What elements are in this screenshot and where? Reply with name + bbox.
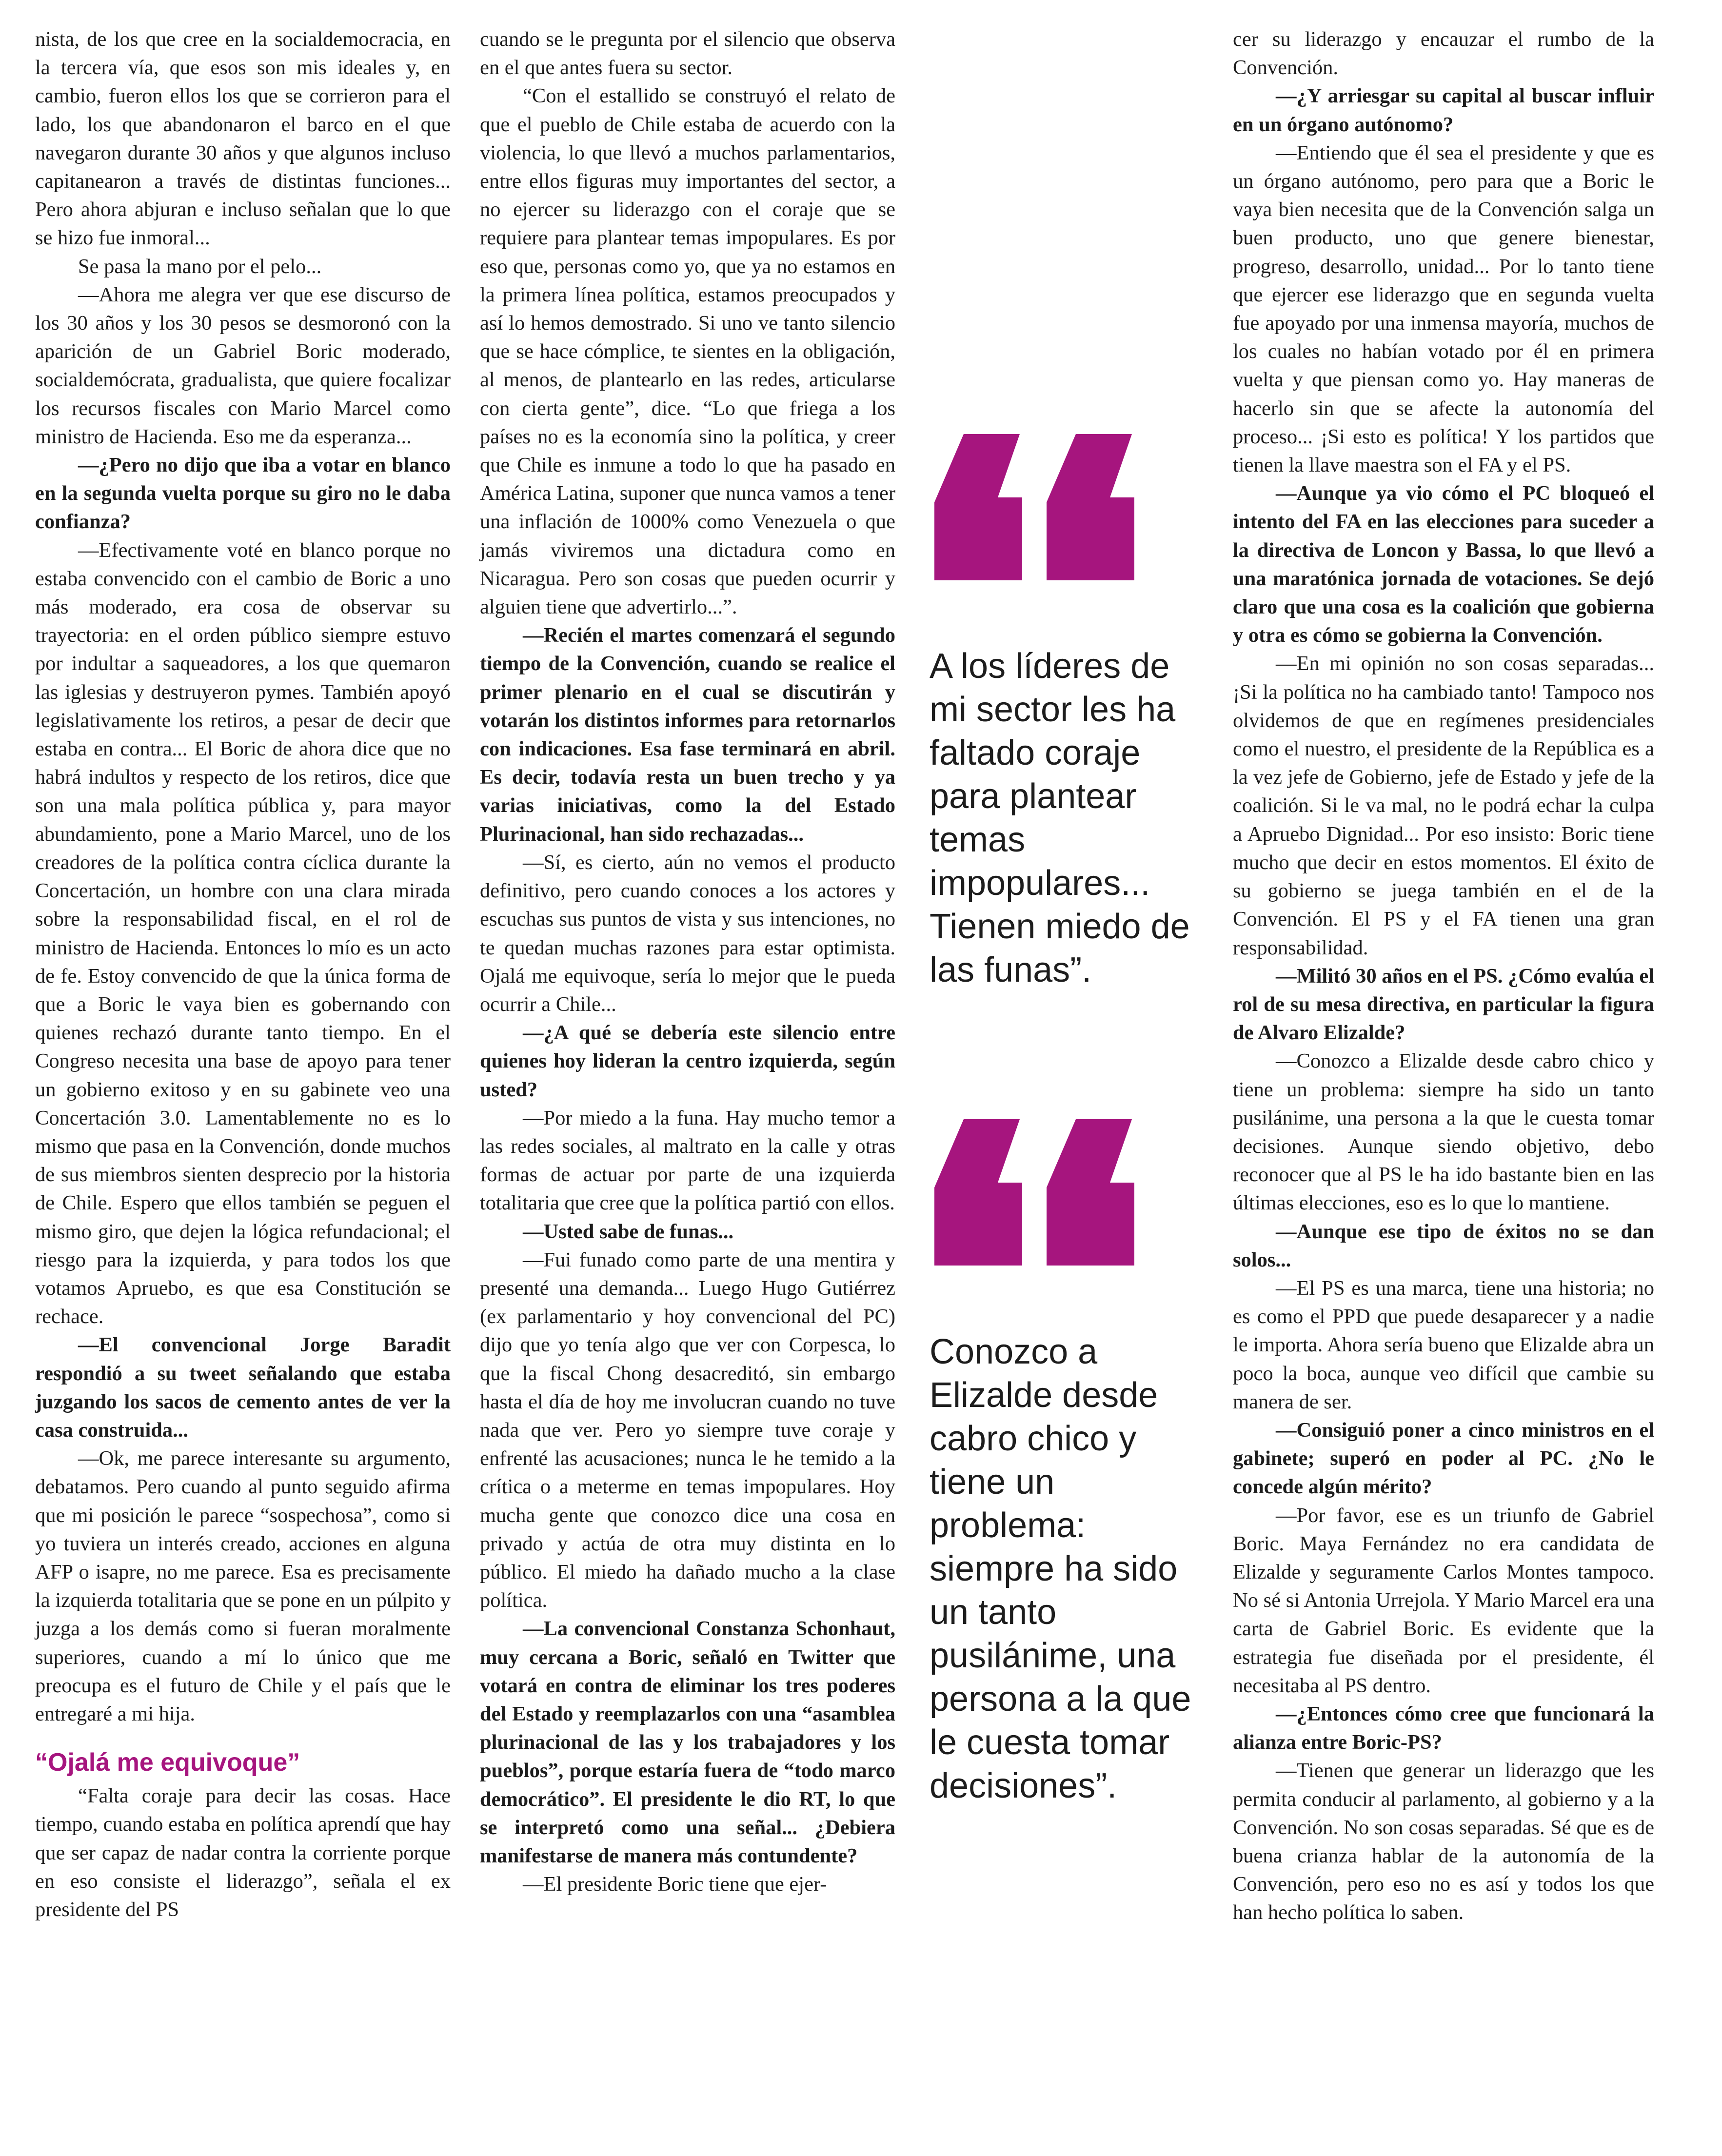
- interview-question: —Aunque ya vio cómo el PC bloqueó el intento del FA en las elecciones para suceder a la directiva de Loncon y Bassa, lo que llevó a una maratónica jornada de votaciones. Se dejó claro que una cosa es la coalición que gobierna y otra es cómo se gobierna la Convención.: [1233, 482, 1654, 647]
- interview-question: —¿Entonces cómo cree que funcionará la alianza entre Boric-PS?: [1233, 1702, 1654, 1754]
- quote-mark-icon: [930, 1119, 1134, 1266]
- pull-quote-2: Conozco a Elizalde desde cabro chico y tiene un problema: siempre ha sido un tanto pusilánime, una persona a la que le cuesta tomar decisiones”.: [930, 1332, 1191, 1805]
- interview-question: —Consiguió poner a cinco ministros en el gabinete; superó en poder al PC. ¿No le concede algún mérito?: [1233, 1418, 1654, 1499]
- body-paragraph: “Falta coraje para decir las cosas. Hace tiempo, cuando estaba en política aprendí que hay que ser capaz de nadar contra la corriente porque en eso consiste el liderazgo”, señala el ex presidente del PS: [35, 1784, 451, 1921]
- body-paragraph: —Ok, me parece interesante su argumento, debatamos. Pero cuando al punto seguido afirma que mi posición le parece “sospechosa”, como si yo tuviera un interés creado, acciones en alguna AFP o isapre, no me parece. Esa es precisamente la izquierda totalitaria que se pone en un púlpito y juzga a los demás como si fueran moralmente superiores, cuando a mí lo único que me preocupa es el futuro de Chile y el país que le entregaré a mi hija.: [35, 1447, 451, 1725]
- body-paragraph: —Efectivamente voté en blanco porque no estaba convencido con el cambio de Boric a uno más moderado, era cosa de observar su trayectoria: en el orden público siempre estuvo por indultar a saqueadores, a los que quemaron las iglesias y destruyeron pymes. También apoyó legislativamente los retiros, a pesar de decir que estaba en contra... El Boric de ahora dice que no habrá indultos y respecto de los retiros, dice que son una mala política pública y, para mayor abundamiento, pone a Mario Marcel, uno de los creadores de la política contra cíclica durante la Concertación, un hombre con una clara mirada sobre la responsabilidad fiscal, en el rol de ministro de Hacienda. Entonces lo mío es un acto de fe. Estoy convencido de que la única forma de que a Boric le vaya bien es gobernando con quienes rechazó durante tanto tiempo. En el Congreso necesita una base de apoyo para tener un gobierno exitoso y en su gabinete veo una Concertación 3.0. Lamentablemente no es lo mismo que pasa en la Convención, donde muchos de sus miembros sienten desprecio por la historia de Chile. Espero que ellos también se peguen el mismo giro, que dejen la lógica refundacional; el riesgo para la izquierda, y para todos los que votamos Apruebo, es que esa Constitución se rechace.: [35, 538, 451, 1328]
- interview-question: —¿Pero no dijo que iba a votar en blanco en la segunda vuelta porque su giro no le daba confianza?: [35, 454, 451, 534]
- article-column-1: [35, 25, 451, 1924]
- interview-question: —¿A qué se debería este silencio entre quienes hoy lideran la centro izquierda, según usted?: [480, 1021, 895, 1101]
- body-paragraph: —Ahora me alegra ver que ese discurso de los 30 años y los 30 pesos se desmoronó con la aparición de un Gabriel Boric moderado, socialdemócrata, gradualista, que quiere focalizar los recursos fiscales con Mario Marcel como ministro de Hacienda. Eso me da esperanza...: [35, 283, 451, 448]
- interview-question: —¿Y arriesgar su capital al buscar influir en un órgano autónomo?: [1233, 84, 1654, 136]
- body-paragraph: “Con el estallido se construyó el relato de que el pueblo de Chile estaba de acuerdo con la violencia, lo que llevó a muchos parlamentarios, entre ellos figuras muy importantes del sector, a no ejercer su liderazgo con el coraje que se requiere para plantear temas impopulares. Es por eso que, personas como yo, que ya no estamos en la primera línea política, estamos preocupados y así lo hemos demostrado. Si uno ve tanto silencio que se hace cómplice, te sientes en la obligación, al menos, de plantearlo en las redes, articularse con cierta gente”, dice. “Lo que friega a los países no es la economía sino la política, y creer que Chile es inmune a todo lo que ha pasado en América Latina, suponer que nunca vamos a tener una inflación de 1000% como Venezuela o que jamás viviremos una dictadura como en Nicaragua. Pero son cosas que pueden ocurrir y alguien tiene que advertirlo...”.: [480, 84, 896, 619]
- body-paragraph: —Tienen que generar un liderazgo que les permita conducir al parlamento, al gobierno y a la Convención. No son cosas separadas. Sé que es de buena crianza hablar de la autonomía de la Convención, pero eso no es así y todos los que han hecho política lo saben.: [1233, 1759, 1654, 1924]
- body-paragraph: Se pasa la mano por el pelo...: [78, 255, 322, 278]
- body-paragraph: cer su liderazgo y encauzar el rumbo de la Convención.: [1233, 28, 1654, 79]
- quote-mark-icon: [930, 434, 1134, 580]
- section-subheading: “Ojalá me equivoque”: [35, 1748, 300, 1777]
- body-paragraph: —El PS es una marca, tiene una historia; no es como el PPD que puede desaparecer y a nadie le importa. Ahora sería bueno que Elizalde abra un poco la boca, aunque veo difícil que cambie su manera de ser.: [1233, 1276, 1654, 1413]
- body-paragraph: —El presidente Boric tiene que ejer-: [523, 1873, 827, 1896]
- interview-question: —Usted sabe de funas...: [523, 1220, 734, 1243]
- interview-question: —La convencional Constanza Schonhaut, muy cercana a Boric, señaló en Twitter que votará en contra de eliminar los tres poderes del Estado y reemplazarlos con una “asamblea plurinacional de las y los trabajadores y los pueblos”, porque estaría fuera de “todo marco democrático”. El presidente le dio RT, lo que se interpretó como una señal... ¿Debiera manifestarse de manera más contundente?: [480, 1617, 895, 1867]
- body-paragraph: nista, de los que cree en la socialdemocracia, en la tercera vía, que esos son mis ideales y, en cambio, fueron ellos los que se corrieron para el lado, los que abandonaron el barco en el que navegaron durante 30 años y que algunos incluso capitanearon a través de distintas funciones... Pero ahora abjuran e incluso señalan que lo que se hizo fue inmoral...: [35, 28, 451, 250]
- body-paragraph: —Sí, es cierto, aún no vemos el producto definitivo, pero cuando conoces a los actores y escuchas sus puntos de vista y sus intenciones, no te quedan muchas razones para estar optimista. Ojalá me equivoque, sería lo mejor que le pueda ocurrir a Chile...: [480, 851, 895, 1016]
- article-column-3: [1233, 25, 1654, 1927]
- interview-question: —Aunque ese tipo de éxitos no se dan solos...: [1233, 1220, 1654, 1271]
- body-paragraph: —Conozco a Elizalde desde cabro chico y tiene un problema: siempre ha sido un tanto pusilánime, una persona a la que le cuesta tomar decisiones. Aunque siendo objetivo, debo reconocer que al PS le ha ido bastante bien en las últimas elecciones, eso es lo que lo mantiene.: [1233, 1049, 1654, 1215]
- interview-question: —Militó 30 años en el PS. ¿Cómo evalúa el rol de su mesa directiva, en particular la figura de Alvaro Elizalde?: [1233, 964, 1654, 1045]
- body-paragraph: —Entiendo que él sea el presidente y que es un órgano autónomo, pero para que a Boric le vaya bien necesita que de la Convención salga un buen producto, uno que genere bienestar, progreso, desarrollo, unidad... Por lo tanto tiene que ejercer ese liderazgo que en segunda vuelta fue apoyado por una inmensa mayoría, muchos de los cuales no habían votado por él en primera vuelta y que piensan como yo. Hay maneras de hacerlo sin que se afecte la autonomía del proceso... ¡Si esto es política! Y los partidos que tienen la llave maestra son el FA y el PS.: [1233, 141, 1654, 477]
- body-paragraph: —Por favor, ese es un triunfo de Gabriel Boric. Maya Fernández no era candidata de Elizalde y seguramente Carlos Montes tampoco. No sé si Antonia Urrejola. Y Mario Marcel era una carta de Gabriel Boric. Es evidente que la estrategia fue diseñada por el presidente, él necesitaba al PS dentro.: [1233, 1503, 1654, 1697]
- body-paragraph: cuando se le pregunta por el silencio que observa en el que antes fuera su sector.: [480, 28, 895, 79]
- interview-question: —Recién el martes comenzará el segundo tiempo de la Convención, cuando se realice el primer plenario en el cual se discutirán y votarán los distintos informes para retornarlos con indicaciones. Esa fase terminará en abril. Es decir, todavía resta un buen trecho y ya varias iniciativas, como la del Estado Plurinacional, han sido rechazadas...: [480, 624, 895, 846]
- article-column-2: [480, 25, 895, 1899]
- body-paragraph: —Por miedo a la funa. Hay mucho temor a las redes sociales, al maltrato en la calle y otras formas de actuar por parte de una izquierda totalitaria que cree que la política partió con ellos.: [480, 1106, 895, 1215]
- body-paragraph: —Fui funado como parte de una mentira y presenté una demanda... Luego Hugo Gutiérrez (ex parlamentario y hoy convencional del PC) dijo que yo tenía algo que ver con Corpesca, lo que la fiscal Chong desacreditó, sin embargo hasta el día de hoy me involucran cuando no tuve nada que ver. Pero yo siempre tuve coraje y enfrenté las acusaciones; nunca le he temido a la crítica o a meterme en temas impopulares. Hoy mucha gente que conozco dice una cosa en privado y actúa de otra muy distinta en lo público. El miedo ha dañado mucho a la clase política.: [480, 1248, 895, 1612]
- body-paragraph: —En mi opinión no son cosas separadas... ¡Si la política no ha cambiado tanto! Tampoco nos olvidemos de que en regímenes presidenciales como el nuestro, el presidente de la República es a la vez jefe de Gobierno, jefe de Estado y jefe de la coalición. Si le va mal, no le podrá echar la culpa a Apruebo Dignidad... Por eso insisto: Boric tiene mucho que decir en estos momentos. El éxito de su gobierno se juega también en el de la Convención. El PS y el FA tienen una gran responsabilidad.: [1233, 652, 1654, 959]
- interview-question: —El convencional Jorge Baradit respondió a su tweet señalando que estaba juzgando los sacos de cemento antes de ver la casa construida...: [35, 1333, 451, 1442]
- pull-quote-1: A los líderes de mi sector les ha faltado coraje para plantear temas impopulares... Tienen miedo de las funas”.: [930, 647, 1190, 989]
